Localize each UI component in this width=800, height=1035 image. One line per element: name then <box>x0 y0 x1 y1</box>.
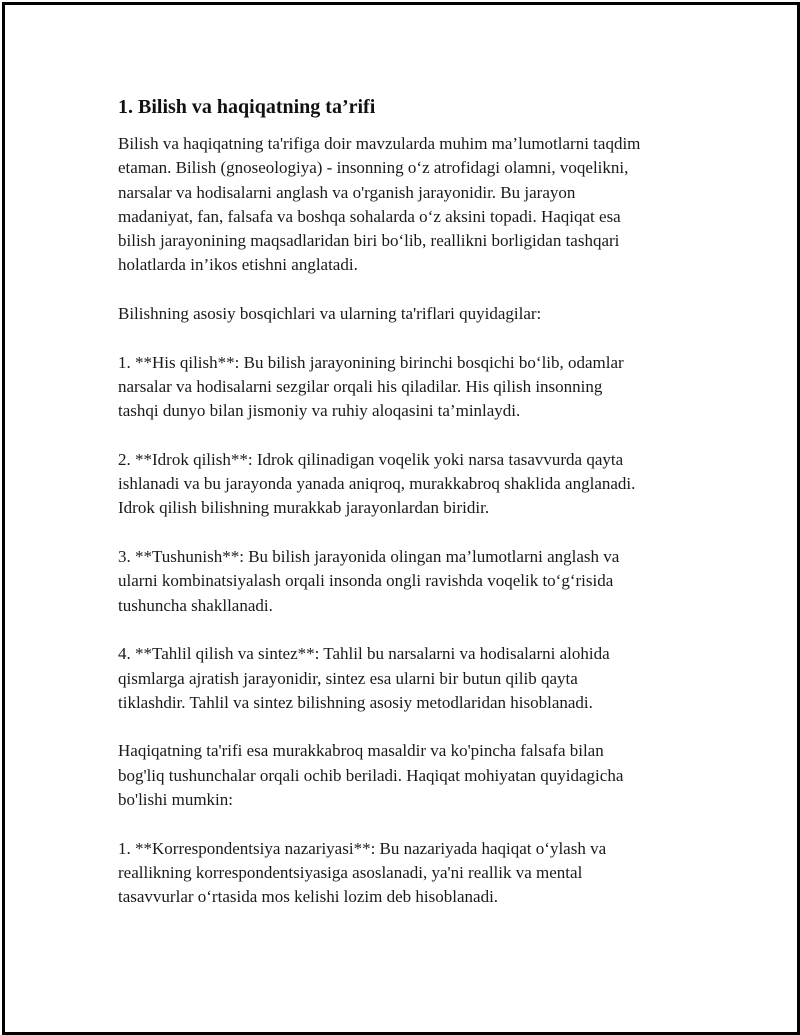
theory-1-paragraph <box>118 837 688 910</box>
stage-2-paragraph <box>118 448 688 521</box>
text-line: Bilishning asosiy bosqichlari va ularning ta'riflari quyidagilar: <box>118 304 542 324</box>
text-line: bo'lishi mumkin: <box>118 790 233 810</box>
text-line: 1. **His qilish**: Bu bilish jarayonining birinchi bosqichi bo‘lib, odamlar <box>118 352 624 372</box>
text-line: Haqiqatning ta'rifi esa murakkabroq masaldir va ko'pincha falsafa bilan <box>118 741 604 761</box>
text-line: bilish jarayonining maqsadlaridan biri bo‘lib, reallikni borligidan tashqari <box>118 231 620 251</box>
text-line: 4. **Tahlil qilish va sintez**: Tahlil bu narsalarni va hodisalarni alohida <box>118 644 610 664</box>
text-line: Bilish va haqiqatning ta'rifiga doir mavzularda muhim ma’lumotlarni taqdim <box>118 134 641 153</box>
text-line: narsalar va hodisalarni sezgilar orqali his qiladilar. His qilish insonning <box>118 376 603 396</box>
text-line: 2. **Idrok qilish**: Idrok qilinadigan voqelik yoki narsa tasavvurda qayta <box>118 449 624 469</box>
document-body <box>118 94 688 934</box>
intro-paragraph <box>118 132 688 278</box>
stage-4-paragraph <box>118 642 688 715</box>
text-line: etaman. Bilish (gnoseologiya) - insonning o‘z atrofidagi olamni, voqelikni, <box>118 158 629 178</box>
text-line: tiklashdir. Tahlil va sintez bilishning asosiy metodlaridan hisoblanadi. <box>118 692 593 712</box>
stage-1-paragraph <box>118 351 688 424</box>
text-line: 3. **Tushunish**: Bu bilish jarayonida olingan ma’lumotlarni anglash va <box>118 547 620 567</box>
text-line: madaniyat, fan, falsafa va boshqa sohalarda o‘z aksini topadi. Haqiqat esa <box>118 206 621 226</box>
text-line: reallikning korrespondentsiyasiga asoslanadi, ya'ni reallik va mental <box>118 862 583 882</box>
section-heading: 1. Bilish va haqiqatning ta’rifi <box>118 96 376 118</box>
truth-definition-paragraph <box>118 739 688 812</box>
text-line: ishlanadi va bu jarayonda yanada aniqroq, murakkabroq shaklida anglanadi. <box>118 474 636 494</box>
stages-intro-paragraph <box>118 302 688 326</box>
text-line: ularni kombinatsiyalash orqali insonda ongli ravishda voqelik to‘g‘risida <box>118 571 614 591</box>
stage-3-paragraph <box>118 545 688 618</box>
text-line: holatlarda in’ikos etishni anglatadi. <box>118 255 358 275</box>
text-line: tashqi dunyo bilan jismoniy va ruhiy aloqasini ta’minlaydi. <box>118 401 521 421</box>
text-line: Idrok qilish bilishning murakkab jarayonlardan biridir. <box>118 498 490 518</box>
text-line: tasavvurlar o‘rtasida mos kelishi lozim deb hisoblanadi. <box>118 887 499 907</box>
text-line: 1. **Korrespondentsiya nazariyasi**: Bu nazariyada haqiqat o‘ylash va <box>118 838 607 858</box>
text-line: narsalar va hodisalarni anglash va o'rganish jarayonidir. Bu jarayon <box>118 182 576 202</box>
text-line: bog'liq tushunchalar orqali ochib beriladi. Haqiqat mohiyatan quyidagicha <box>118 765 624 785</box>
text-line: qismlarga ajratish jarayonidir, sintez esa ularni bir butun qilib qayta <box>118 668 578 688</box>
text-line: tushuncha shakllanadi. <box>118 595 273 615</box>
